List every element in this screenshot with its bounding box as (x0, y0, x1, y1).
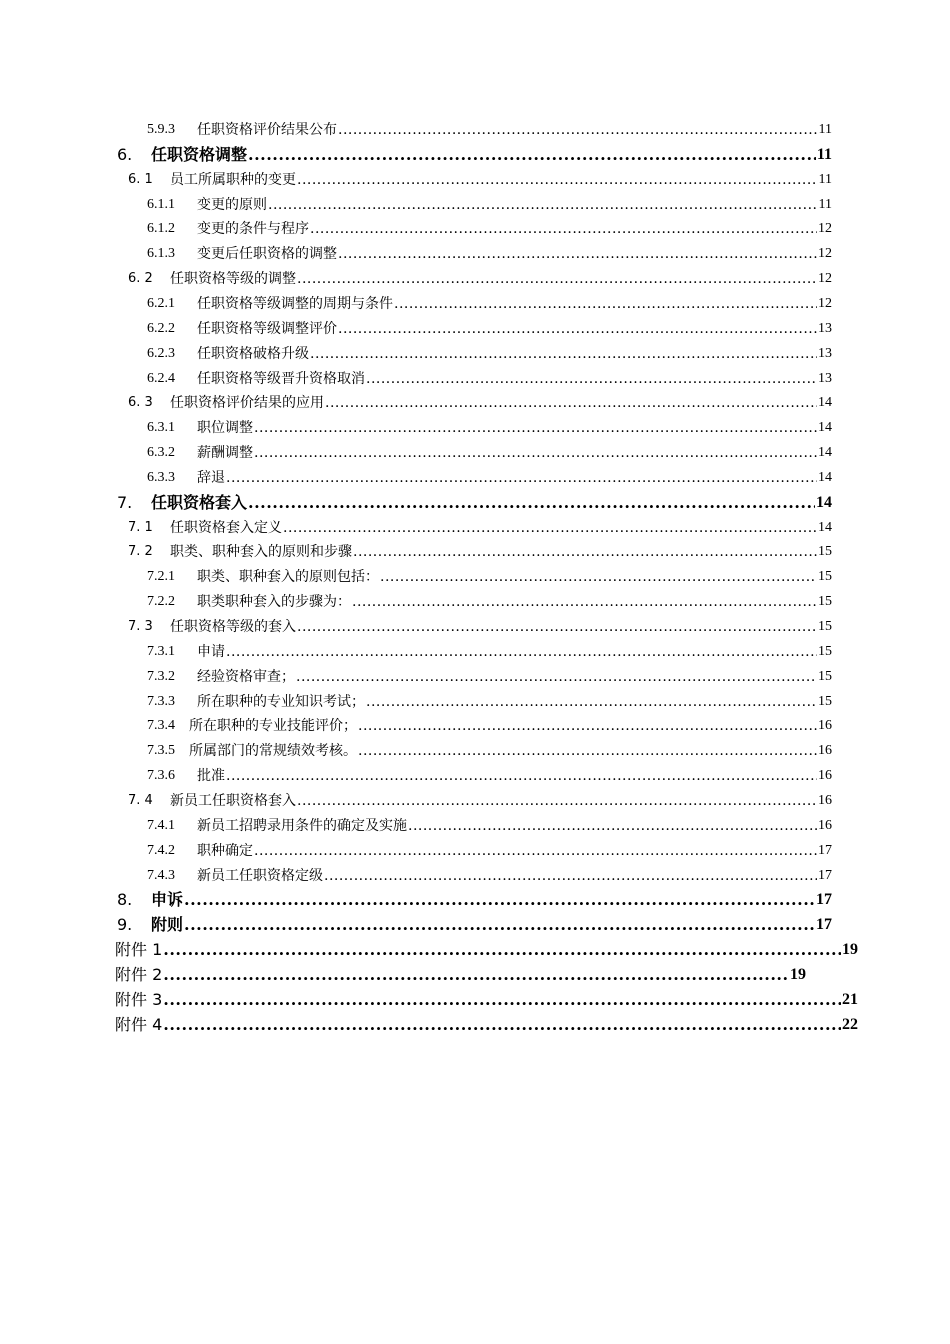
toc-entry-number: 7.4.3 (147, 867, 175, 883)
toc-entry-number: 5.9.3 (147, 122, 175, 137)
toc-page-number: 11 (818, 122, 832, 137)
toc-entry-number: 7. 3 (128, 619, 153, 634)
toc-entry-number: 附件 1 (115, 940, 163, 960)
toc-dot-leader (226, 767, 817, 785)
toc-entry-level-2[interactable] (128, 167, 832, 189)
toc-entry-level-1[interactable] (117, 887, 832, 909)
toc-dot-leader (268, 196, 818, 214)
toc-entry-number: 7.3.6 (147, 768, 175, 784)
toc-page-number: 16 (818, 792, 832, 808)
toc-entry-number: 6.1.2 (147, 221, 175, 237)
toc-entry-level-3[interactable] (147, 589, 832, 611)
toc-entry-number: 附件 2 (115, 964, 163, 984)
toc-page-number: 17 (816, 916, 832, 934)
toc-entry-level-1[interactable] (117, 142, 832, 164)
toc-entry-level-2[interactable] (128, 266, 832, 288)
toc-dot-leader (297, 270, 817, 288)
toc-page-number: 15 (818, 693, 832, 709)
toc-dot-leader (366, 370, 817, 388)
toc-entry-number: 附件 3 (115, 989, 163, 1009)
toc-entry-number: 6.2.1 (147, 295, 175, 311)
toc-entry-title: 变更的条件与程序 (197, 221, 309, 238)
toc-entry-number: 7.3.3 (147, 693, 175, 709)
toc-entry-title: 任职资格等级的调整 (170, 271, 296, 288)
toc-dot-leader (338, 245, 817, 263)
toc-dot-leader (310, 345, 817, 363)
toc-page-number: 12 (818, 246, 832, 262)
toc-page-number: 15 (818, 643, 832, 659)
toc-dot-leader (325, 394, 817, 412)
toc-entry-level-2[interactable] (128, 614, 832, 636)
toc-entry-number: 7.3.5 (147, 743, 175, 759)
toc-entry-number: 6.2.3 (147, 345, 175, 361)
toc-dot-leader (297, 618, 817, 636)
toc-entry-title: 员工所属职种的变更 (170, 171, 296, 188)
toc-dot-leader (297, 792, 817, 810)
toc-page-number: 11 (816, 145, 832, 163)
toc-page-number: 15 (818, 619, 832, 634)
toc-entry-level-3[interactable] (147, 216, 832, 238)
toc-dot-leader (248, 494, 815, 512)
toc-entry-title: 新员工招聘录用条件的确定及实施 (197, 817, 407, 834)
toc-entry-number: 6.3.2 (147, 445, 175, 461)
toc-page-number: 16 (818, 768, 832, 784)
toc-entry-level-3[interactable] (147, 564, 832, 586)
toc-dot-leader (352, 593, 817, 611)
toc-entry-title: 申请 (197, 643, 225, 660)
toc-entry-title: 职类、职种套入的原则包括： (197, 569, 379, 586)
toc-entry-title: 所在职种的专业技能评价； (189, 718, 357, 735)
toc-dot-leader (408, 817, 817, 835)
toc-page-number: 15 (818, 544, 832, 560)
toc-page-number: 17 (818, 867, 832, 883)
toc-entry-level-3[interactable] (147, 440, 832, 462)
toc-dot-leader (283, 519, 817, 537)
toc-dot-leader (310, 220, 817, 238)
toc-entry-level-3[interactable] (147, 117, 832, 139)
toc-entry-title: 任职资格套入定义 (170, 519, 282, 536)
toc-page-number: 12 (818, 221, 832, 237)
toc-entry-number: 6. (117, 144, 133, 164)
toc-entry-number: 7.2.2 (147, 594, 175, 610)
toc-page-number: 12 (818, 295, 832, 311)
toc-page-number: 13 (818, 320, 832, 336)
toc-entry-title: 任职资格等级调整评价 (197, 320, 337, 337)
toc-page-number: 15 (818, 569, 832, 585)
toc-dot-leader (163, 991, 841, 1009)
toc-page-number: 17 (818, 842, 832, 858)
toc-page-number: 15 (818, 668, 832, 684)
toc-entry-number: 7.4.2 (147, 842, 175, 858)
toc-dot-leader (254, 444, 817, 462)
toc-dot-leader (254, 842, 817, 860)
toc-entry-title: 任职资格评价结果的应用 (170, 395, 324, 412)
toc-entry-number: 6.1.1 (147, 196, 175, 212)
toc-dot-leader (226, 469, 817, 487)
toc-dot-leader (324, 867, 817, 885)
toc-entry-level-3[interactable] (147, 838, 832, 860)
toc-entry-level-2[interactable] (128, 515, 832, 537)
toc-page-number: 16 (818, 817, 832, 833)
toc-page-number: 21 (842, 990, 858, 1008)
toc-entry-title: 辞退 (197, 469, 225, 486)
toc-dot-leader (296, 668, 817, 686)
toc-dot-leader (338, 320, 817, 338)
toc-entry-title: 职位调整 (197, 420, 253, 437)
toc-entry-number: 6. 1 (128, 171, 153, 187)
toc-page-number: 16 (818, 718, 832, 734)
toc-page-number: 14 (818, 519, 832, 535)
toc-entry-level-3[interactable] (147, 341, 832, 363)
toc-dot-leader (297, 171, 818, 189)
toc-entry-level-3[interactable] (147, 713, 832, 735)
toc-entry-title: 经验资格审查； (197, 668, 295, 685)
toc-dot-leader (163, 1016, 841, 1034)
toc-page-number: 11 (818, 171, 832, 187)
toc-page-number: 14 (818, 445, 832, 461)
toc-entry-title: 批准 (197, 768, 225, 785)
toc-entry-number: 6.1.3 (147, 246, 175, 262)
toc-entry-number: 6. 3 (128, 395, 153, 411)
toc-page-number: 13 (818, 345, 832, 361)
toc-entry-level-3[interactable] (147, 316, 832, 338)
toc-entry-title: 任职资格破格升级 (197, 345, 309, 362)
toc-entry-level-3[interactable] (147, 465, 832, 487)
toc-entry-number: 7.3.1 (147, 643, 175, 659)
toc-dot-leader (380, 568, 817, 586)
toc-entry-title: 新员工任职资格套入 (170, 792, 296, 809)
toc-entry-number: 7. (117, 492, 133, 512)
toc-attachment-entry[interactable] (115, 987, 858, 1009)
toc-page-number: 14 (816, 493, 832, 511)
toc-page-number: 19 (842, 941, 858, 959)
toc-dot-leader (338, 121, 818, 139)
toc-entry-title: 新员工任职资格定级 (197, 867, 323, 884)
toc-entry-number: 6.2.2 (147, 320, 175, 336)
toc-attachment-entry[interactable] (115, 937, 858, 959)
toc-entry-title: 所在职种的专业知识考试； (197, 693, 365, 710)
toc-page-number: 22 (842, 1015, 858, 1033)
toc-entry-number: 附件 4 (115, 1014, 163, 1034)
toc-entry-level-3[interactable] (147, 863, 832, 885)
toc-entry-title: 任职资格套入 (151, 492, 248, 512)
toc-entry-title: 任职资格等级的套入 (170, 619, 296, 635)
toc-dot-leader (248, 146, 816, 164)
toc-entry-title: 薪酬调整 (197, 445, 253, 462)
toc-attachment-entry[interactable] (115, 1012, 858, 1034)
toc-page-number: 13 (818, 370, 832, 386)
toc-dot-leader (394, 295, 817, 313)
toc-page-number: 15 (818, 594, 832, 610)
toc-entry-level-3[interactable] (147, 664, 832, 686)
toc-entry-title: 职种确定 (197, 842, 253, 859)
toc-attachment-entry[interactable] (115, 962, 806, 984)
toc-dot-leader (226, 643, 817, 661)
toc-entry-number: 7.4.1 (147, 817, 175, 833)
toc-entry-level-2[interactable] (128, 539, 832, 561)
toc-entry-number: 6.3.1 (147, 420, 175, 436)
toc-dot-leader (163, 966, 789, 984)
toc-entry-title: 变更的原则 (197, 196, 267, 213)
toc-entry-number: 7.2.1 (147, 569, 175, 585)
toc-entry-title: 申诉 (151, 890, 184, 910)
toc-entry-level-1[interactable] (117, 912, 832, 934)
toc-entry-number: 6.3.3 (147, 469, 175, 485)
toc-entry-number: 6. 2 (128, 271, 153, 287)
toc-entry-number: 7. 1 (128, 519, 153, 535)
toc-page-number: 14 (818, 395, 832, 411)
toc-dot-leader (163, 941, 841, 959)
toc-page-number: 19 (790, 965, 806, 983)
toc-dot-leader (358, 717, 817, 735)
toc-entry-number: 9. (117, 915, 133, 935)
toc-entry-number: 7. 4 (128, 792, 153, 808)
toc-entry-level-3[interactable] (147, 813, 832, 835)
toc-entry-title: 变更后任职资格的调整 (197, 246, 337, 263)
toc-entry-title: 职类、职种套入的原则和步骤 (170, 544, 352, 561)
toc-entry-title: 任职资格等级调整的周期与条件 (197, 295, 393, 312)
toc-entry-level-3[interactable] (147, 291, 832, 313)
toc-entry-number: 7.3.4 (147, 718, 175, 734)
toc-dot-leader (353, 543, 817, 561)
toc-entry-level-2[interactable] (128, 390, 832, 412)
toc-page-number: 14 (818, 420, 832, 436)
toc-page-number: 14 (818, 469, 832, 485)
toc-entry-number: 8. (117, 890, 133, 910)
toc-dot-leader (184, 916, 815, 934)
toc-entry-level-3[interactable] (147, 366, 832, 388)
toc-entry-level-3[interactable] (147, 639, 832, 661)
toc-entry-number: 7. 2 (128, 544, 153, 560)
toc-entry-title: 任职资格调整 (151, 144, 248, 164)
toc-entry-level-3[interactable] (147, 415, 832, 437)
toc-entry-number: 7.3.2 (147, 668, 175, 684)
toc-page-number: 16 (818, 743, 832, 759)
toc-entry-level-3[interactable] (147, 241, 832, 263)
toc-entry-level-2[interactable] (128, 788, 832, 810)
toc-entry-level-3[interactable] (147, 689, 832, 711)
toc-page-number: 12 (818, 271, 832, 287)
toc-entry-title: 任职资格评价结果公布 (197, 122, 337, 138)
toc-entry-title: 所属部门的常规绩效考核。 (189, 743, 357, 760)
toc-page-number: 17 (816, 891, 832, 909)
toc-entry-level-3[interactable] (147, 763, 832, 785)
toc-entry-level-3[interactable] (147, 192, 832, 214)
toc-dot-leader (358, 742, 817, 760)
toc-entry-level-3[interactable] (147, 738, 832, 760)
toc-dot-leader (366, 693, 817, 711)
toc-entry-level-1[interactable] (117, 490, 832, 512)
toc-dot-leader (184, 891, 815, 909)
toc-dot-leader (254, 419, 817, 437)
toc-entry-title: 附则 (151, 915, 184, 935)
toc-entry-number: 6.2.4 (147, 370, 175, 386)
toc-page-number: 11 (818, 196, 832, 212)
toc-entry-title: 任职资格等级晋升资格取消 (197, 370, 365, 387)
toc-entry-title: 职类职种套入的步骤为： (197, 594, 351, 611)
